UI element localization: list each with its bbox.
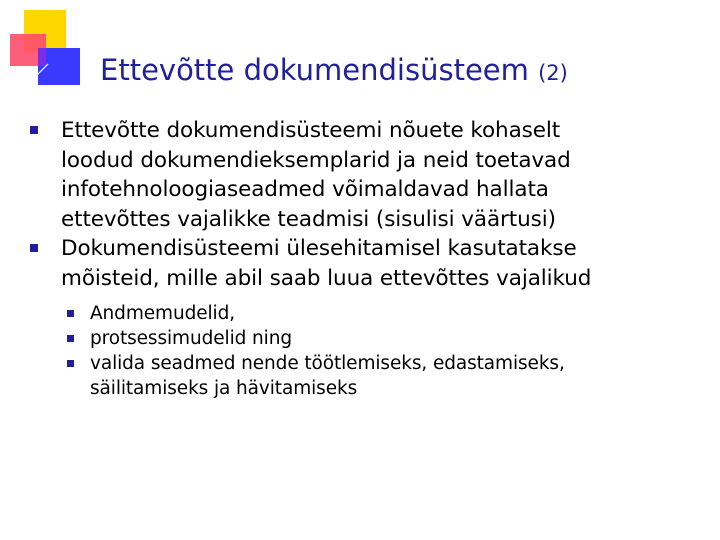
square-bullet-icon [67,310,74,317]
bullet-text-line: ettevõttes vajalikke teadmisi (sisulisi väärtusi) [61,206,556,232]
sub-bullet-item [0,326,720,351]
bullet-text-line: mõisteid, mille abil saab luua ettevõttes vajalikud [61,265,592,291]
square-bullet-icon [67,360,74,367]
sub-bullet-text-line: valida seadmed nende töötlemiseks, edastamiseks, [90,353,565,374]
sub-bullet-text-line: säilitamiseks ja hävitamiseks [90,378,358,399]
slide-logo-decoration [10,10,80,85]
slide-content [0,116,720,401]
bullet-text-line: Dokumendisüsteemi ülesehitamisel kasutatakse [61,236,577,261]
sub-bullet-text-line: Andmemudelid, [90,303,236,324]
bullet-item [0,116,720,234]
slide-title-text: Ettevõtte dokumendisüsteem [100,53,529,87]
sub-bullet-item [0,351,720,401]
corner-squares-icon [10,10,80,85]
sub-bullet-list [0,301,720,401]
square-bullet-icon [30,126,38,134]
sub-bullet-text-line: protsessimudelid ning [90,328,292,349]
square-bullet-icon [67,335,74,342]
bullet-text-line: loodud dokumendieksemplarid ja neid toetavad [61,147,571,173]
slide-title-suffix: (2) [538,61,568,85]
bullet-text-line: Ettevõtte dokumendisüsteemi nõuete kohaselt [61,118,561,143]
square-bullet-icon [30,244,38,252]
bullet-item [0,234,720,293]
sub-bullet-item [0,301,720,326]
slide-title [100,50,568,93]
bullet-text-line: infotehnoloogiaseadmed võimaldavad hallata [61,177,549,202]
